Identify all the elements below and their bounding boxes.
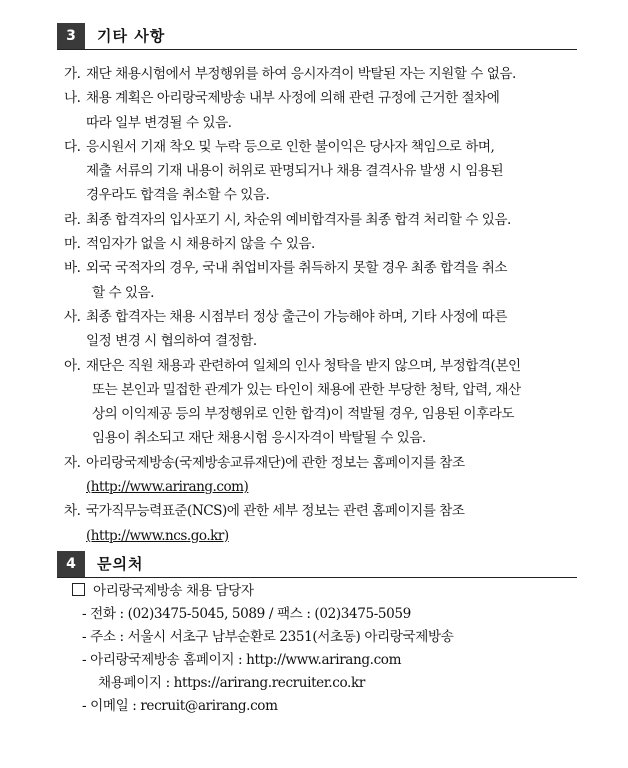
- notice-item: 마. 적임자가 없을 시 채용하지 않을 수 있음.: [64, 236, 315, 253]
- contact-phone: - 전화 : (02)3475-5045, 5089 / 팩스 : (02)3475-5059: [82, 606, 411, 622]
- arirang-url-link[interactable]: (http://www.arirang.com): [86, 479, 249, 496]
- notice-item: 나. 채용 계획은 아리랑국제방송 내부 사정에 의해 관련 규정에 근거한 절차에 따라 일부 변경될 수 있음.: [64, 90, 500, 131]
- section-3-header: [57, 23, 577, 50]
- checkbox-icon: [72, 583, 85, 596]
- contact-address: - 주소 : 서울시 서초구 남부순환로 2351(서초동) 아리랑국제방송: [82, 629, 454, 645]
- contact-email[interactable]: - 이메일 : recruit@arirang.com: [82, 698, 278, 714]
- contact-homepage[interactable]: - 아리랑국제방송 홈페이지 : http://www.arirang.com: [82, 652, 402, 668]
- section-3-number: 3: [57, 23, 85, 49]
- section-4-number: 4: [57, 551, 85, 577]
- contact-info: [72, 580, 582, 718]
- notice-item: 라. 최종 합격자의 입사포기 시, 차순위 예비합격자를 최종 합격 처리할 수 있음.: [64, 211, 511, 228]
- section-3-title: 기타 사항: [97, 27, 166, 45]
- notice-item: 아. 재단은 직원 채용과 관련하여 일체의 인사 청탁을 받지 않으며, 부정합격(본인 또는 본인과 밀접한 관계가 있는 타인이 채용에 관한 부당한 청탁, 압력, 재산 상의 이익제공 등의 부정행위로 인한 합격)이 적발될 경우, 임용된 이후라도 임용이 취소되고 재단 채용시험 응시자격이 박탈될 수 있음.: [64, 357, 521, 447]
- notice-item: 가. 재단 채용시험에서 부정행위를 하여 응시자격이 박탈된 자는 지원할 수 없음.: [64, 66, 516, 82]
- notice-item: 다. 응시원서 기재 착오 및 누락 등으로 인한 불이익은 당사자 책임으로 하며, 제출 서류의 기재 내용이 허위로 판명되거나 채용 결격사유 발생 시 임용된 경우라도 합격을 취소할 수 있음.: [64, 138, 504, 204]
- section-4-title: 문의처: [97, 555, 144, 573]
- notice-item: 자. 아리랑국제방송(국제방송교류재단)에 관한 정보는 홈페이지를 참조 (http://www.arirang.com): [64, 454, 465, 496]
- ncs-url-link[interactable]: (http://www.ncs.go.kr): [86, 527, 229, 544]
- contact-header: 아리랑국제방송 채용 담당자: [72, 580, 582, 603]
- notice-list: [64, 62, 584, 548]
- contact-recruit-page[interactable]: 채용페이지 : https://arirang.recruiter.co.kr: [98, 675, 365, 691]
- notice-item: 사. 최종 합격자는 채용 시점부터 정상 출근이 가능해야 하며, 기타 사정에 따른 일정 변경 시 협의하여 결정함.: [64, 308, 507, 350]
- section-4-header: [57, 551, 577, 578]
- notice-item: 차. 국가직무능력표준(NCS)에 관한 세부 정보는 관련 홈페이지를 참조 (http://www.ncs.go.kr): [64, 503, 465, 544]
- notice-item: 바. 외국 국적자의 경우, 국내 취업비자를 취득하지 못할 경우 최종 합격을 취소 할 수 있음.: [64, 260, 507, 301]
